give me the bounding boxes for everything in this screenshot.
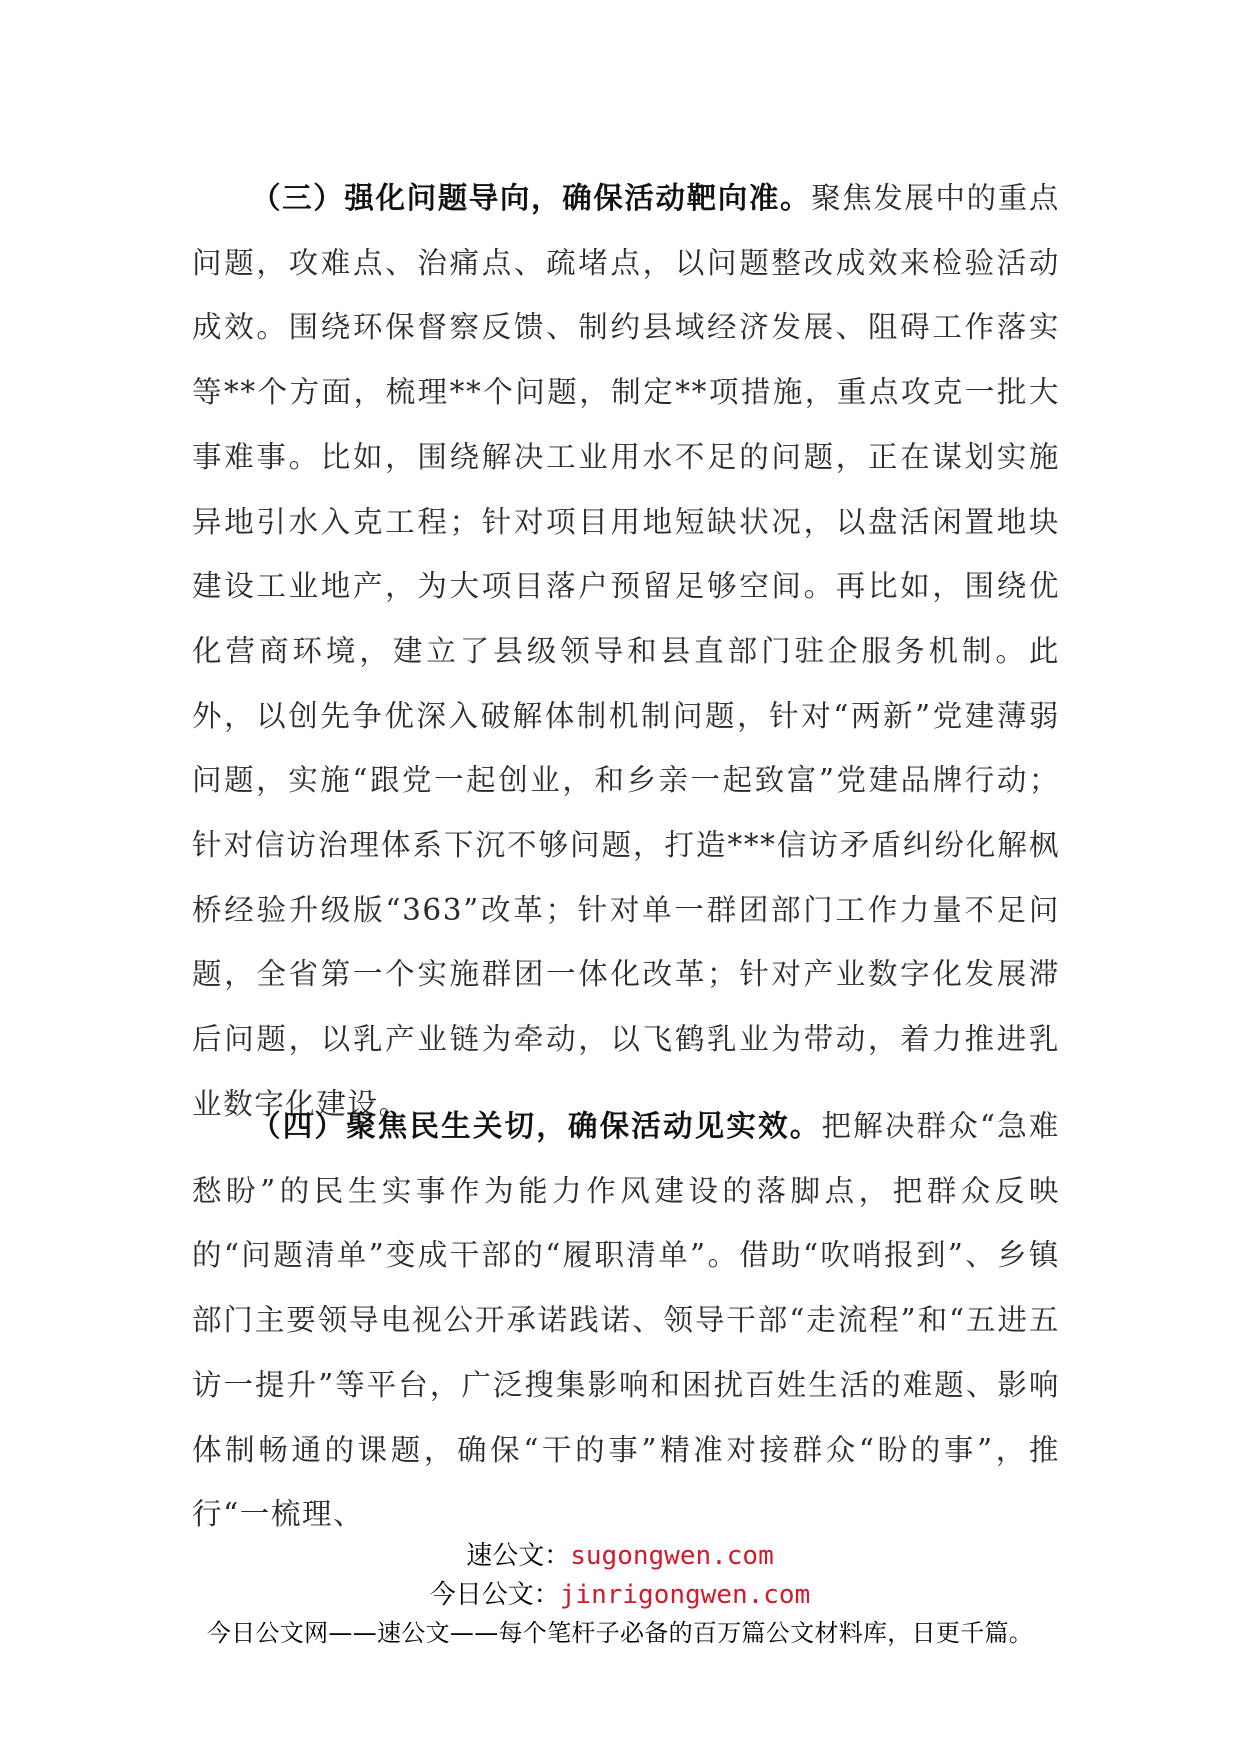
section-four-body: 把解决群众“急难愁盼”的民生实事作为能力作风建设的落脚点，把群众反映的“问题清单”变成干部的“履职清单”。借助“吹哨报到”、乡镇部门主要领导电视公开承诺践诺、领导干部“走流程”和“五进五访一提升”等平台，广泛搜集影响和困扰百姓生活的难题、影响体制畅通的课题，确保“干的事”精准对接群众“盼的事”，推行“一梳理、 bbox=[192, 1109, 1060, 1532]
section-three-body: 聚焦发展中的重点问题，攻难点、治痛点、疏堵点，以问题整改成效来检验活动成效。围绕环保督察反馈、制约县域经济发展、阻碍工作落实等**个方面，梳理**个问题，制定**项措施，重点攻克一批大事难事。比如，围绕解决工业用水不足的问题，正在谋划实施异地引水入克工程；针对项目用地短缺状况，以盘活闲置地块建设工业地产，为大项目落户预留足够空间。再比如，围绕优化营商环境，建立了县级领导和县直部门驻企服务机制。此外，以创先争优深入破解体制机制问题，针对“两新”党建薄弱问题，实施“跟党一起创业，和乡亲一起致富”党建品牌行动；针对信访治理体系下沉不够问题，打造***信访矛盾纠纷化解枫桥经验升级版“363”改革；针对单一群团部门工作力量不足问题，全省第一个实施群团一体化改革；针对产业数字化发展滞后问题，以乳产业链为牵动，以飞鹤乳业为带动，着力推进乳业数字化建设。 bbox=[192, 181, 1060, 1121]
jinrigongwen-link[interactable]: jinrigongwen.com bbox=[559, 1580, 811, 1610]
footer-sugongwen-label: 速公文： bbox=[466, 1541, 571, 1571]
footer-jinrigongwen-line bbox=[0, 1574, 1240, 1611]
paragraph-section-four bbox=[192, 1094, 1060, 1547]
sugongwen-link[interactable]: sugongwen.com bbox=[570, 1541, 774, 1571]
section-three-heading: （三）强化问题导向，确保活动靶向准。 bbox=[251, 180, 812, 215]
footer-slogan: 今日公文网——速公文——每个笔杆子必备的百万篇公文材料库，日更千篇。 bbox=[206, 1619, 1034, 1647]
footer-jinrigongwen-label: 今日公文： bbox=[429, 1580, 560, 1610]
footer-sugongwen-line bbox=[0, 1535, 1240, 1572]
section-four-heading: （四）聚焦民生关切，确保活动见实效。 bbox=[251, 1108, 822, 1143]
paragraph-section-three bbox=[192, 166, 1060, 1137]
